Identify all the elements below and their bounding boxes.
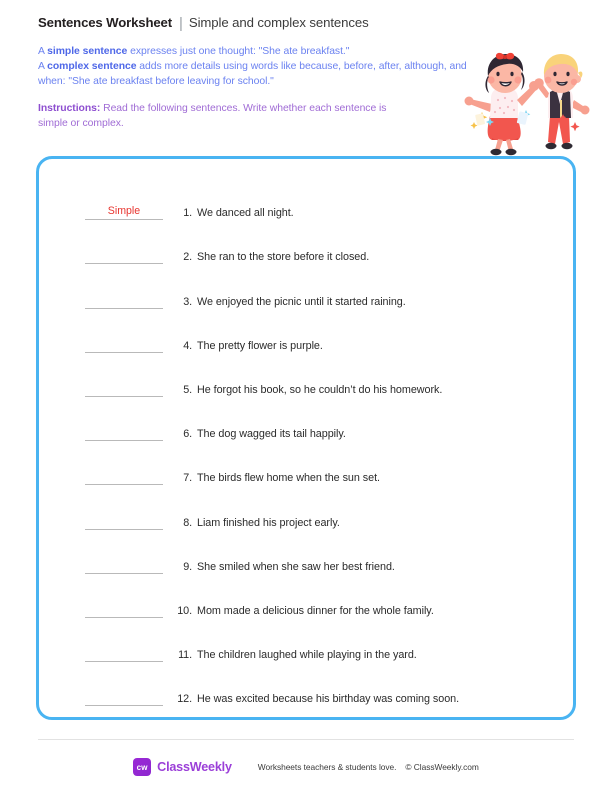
list-item <box>39 220 573 264</box>
answer-blank-11[interactable] <box>85 645 163 662</box>
footer-divider <box>38 739 574 740</box>
list-item <box>39 309 573 353</box>
title-separator: | <box>178 15 183 32</box>
classweekly-badge-icon: cw <box>133 758 151 776</box>
item-sentence-12: He was excited because his birthday was coming soon. <box>197 693 460 706</box>
answer-blank-3[interactable] <box>85 292 163 309</box>
instructions-body: Read the following sentences. Write whether each sentence is simple or complex. <box>38 102 387 129</box>
answer-blank-7[interactable] <box>85 468 163 485</box>
footer-tagline: Worksheets teachers & students love. <box>257 762 397 772</box>
item-sentence-11: The children laughed while playing in the yard. <box>197 649 417 662</box>
page-title <box>38 14 478 32</box>
footer-copyright: © ClassWeekly.com <box>405 762 479 772</box>
item-number-12: 12. <box>177 693 192 706</box>
item-number-11: 11. <box>178 649 192 662</box>
list-item <box>39 264 573 308</box>
instructions-label: Instructions: <box>38 102 101 114</box>
list-item <box>39 397 573 441</box>
answer-blank-9[interactable] <box>85 557 163 574</box>
item-number-3: 3. <box>183 295 192 308</box>
item-sentence-1: We danced all night. <box>197 207 294 220</box>
simple-sentence-term: simple sentence <box>47 46 128 57</box>
definition-line2-prefix: A <box>38 61 48 73</box>
brand-logo[interactable] <box>133 758 232 776</box>
item-number-10: 10. <box>177 604 192 617</box>
item-sentence-8: Liam finished his project early. <box>197 516 340 529</box>
worksheet-answer-box <box>36 156 576 720</box>
answer-blank-12[interactable] <box>85 689 163 706</box>
definition-line1-prefix: A <box>38 46 48 57</box>
answer-blank-4[interactable] <box>85 336 163 353</box>
brand-name: ClassWeekly <box>157 760 232 774</box>
answer-blank-5[interactable] <box>85 380 163 397</box>
answer-blank-1[interactable]: Simple <box>85 203 163 220</box>
complex-sentence-term: complex sentence <box>47 61 137 73</box>
page-title-subtitle: Simple and complex sentences <box>188 15 369 30</box>
item-number-8: 8. <box>183 516 192 529</box>
list-item <box>39 485 573 529</box>
instructions-text <box>38 101 418 131</box>
item-sentence-6: The dog wagged its tail happily. <box>197 428 346 441</box>
item-sentence-3: We enjoyed the picnic until it started raining. <box>197 295 406 308</box>
item-sentence-9: She smiled when she saw her best friend. <box>197 560 395 573</box>
item-number-4: 4. <box>183 339 192 352</box>
definition-text <box>38 44 478 90</box>
item-sentence-4: The pretty flower is purple. <box>197 339 323 352</box>
list-item <box>39 441 573 485</box>
item-sentence-5: He forgot his book, so he couldn’t do his homework. <box>197 383 443 396</box>
answer-blank-10[interactable] <box>85 601 163 618</box>
definition-line1-rest: expresses just one thought: "She ate breakfast." <box>127 46 350 57</box>
two-children-celebrating-illustration <box>462 52 592 158</box>
list-item <box>39 662 573 706</box>
item-number-9: 9. <box>183 560 192 573</box>
list-item <box>39 706 573 720</box>
worksheet-header <box>38 14 478 131</box>
item-number-2: 2. <box>183 251 192 264</box>
item-sentence-10: Mom made a delicious dinner for the whole family. <box>197 604 434 617</box>
list-item <box>39 176 573 220</box>
item-number-1: 1. <box>183 207 192 220</box>
list-item <box>39 530 573 574</box>
item-number-5: 5. <box>183 383 192 396</box>
answer-blank-8[interactable] <box>85 513 163 530</box>
sentence-list <box>39 176 573 720</box>
page-title-main: Sentences Worksheet <box>38 15 172 30</box>
item-sentence-7: The birds flew home when the sun set. <box>197 472 380 485</box>
answer-blank-2[interactable] <box>85 247 163 264</box>
item-number-7: 7. <box>183 472 192 485</box>
definition-line2-rest: adds more details using words like because, before, after, although, and when: "She ate breakfast before leaving for school." <box>38 61 467 88</box>
item-sentence-2: She ran to the store before it closed. <box>197 251 370 264</box>
item-number-6: 6. <box>183 428 192 441</box>
list-item <box>39 574 573 618</box>
list-item <box>39 618 573 662</box>
list-item <box>39 353 573 397</box>
page-footer <box>38 752 574 782</box>
answer-blank-6[interactable] <box>85 424 163 441</box>
